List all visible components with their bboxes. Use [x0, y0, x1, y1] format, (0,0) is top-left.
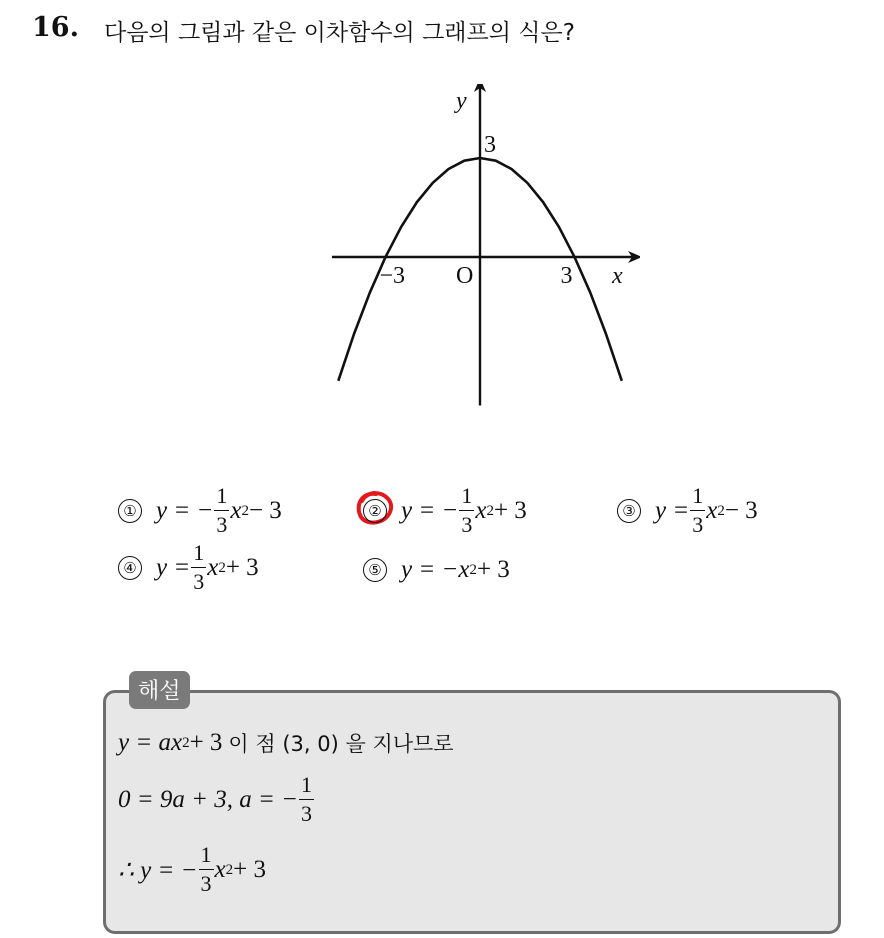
- solution-line-2-denominator: 3: [300, 801, 312, 826]
- solution-line-3-fraction: [199, 844, 214, 895]
- choice-5[interactable]: ⑤ y = −x 2 + 3: [363, 556, 510, 584]
- choice-1-denominator: 3: [216, 512, 228, 537]
- solution-line-2: [118, 774, 315, 825]
- origin-label: O: [456, 263, 474, 289]
- solution-tag: 해설: [129, 671, 190, 709]
- choice-4-fraction: [191, 542, 206, 593]
- choice-2-number: ②: [363, 499, 387, 523]
- choice-4-variable: x: [207, 553, 219, 581]
- choice-5-tail: + 3: [476, 556, 510, 583]
- solution-line-3-numerator: 1: [199, 844, 214, 870]
- choice-1-number: ①: [118, 499, 142, 523]
- y-axis-label: y: [456, 88, 467, 114]
- solution-line-3-variable: x: [214, 855, 226, 883]
- y-tick-label-3: 3: [484, 132, 496, 158]
- choice-4-number: ④: [118, 556, 142, 580]
- x-tick-label-neg3: −3: [379, 263, 406, 289]
- choice-2[interactable]: ② y = − $\frac{1}{3}$ x 2 + 3: [363, 485, 527, 536]
- solution-line-1: y = ax 2 + 3 이 점 (3, 0) 을 지나므로: [118, 729, 454, 756]
- solution-line-3: ∴ y = − $\frac{1}{3}$ x 2 + 3: [118, 842, 266, 896]
- choice-2-prefix: y = −: [401, 496, 459, 524]
- choice-3-prefix: y =: [655, 496, 690, 524]
- parabola-graph: [320, 84, 640, 418]
- choice-1-prefix: y = −: [156, 496, 214, 524]
- x-tick-label-3: 3: [560, 263, 573, 289]
- solution-line-3-math: ∴ y = −: [118, 856, 198, 884]
- choice-2-tail: + 3: [493, 496, 527, 524]
- question-text: 다음의 그림과 같은 이차함수의 그래프의 식은?: [104, 20, 575, 46]
- choice-1-variable: x: [230, 496, 242, 524]
- solution-line-2-math: 0 = 9a + 3, a = −: [118, 785, 298, 813]
- choice-5-prefix: y = −x: [401, 556, 470, 583]
- choice-5-number: ⑤: [363, 558, 387, 582]
- choice-1-tail: − 3: [248, 496, 282, 524]
- choice-2-fraction: [459, 485, 474, 536]
- choice-1[interactable]: ① y = − $\frac{1}{3}$ x 2 − 3: [118, 485, 282, 536]
- choice-4-tail: + 3: [225, 553, 259, 581]
- choice-3-denominator: 3: [692, 512, 704, 537]
- choice-3-variable: x: [706, 496, 718, 524]
- choice-3[interactable]: ③ y = $\frac{1}{3}$ x 2 − 3: [617, 485, 758, 536]
- choice-3-fraction: [690, 485, 705, 536]
- choice-2-variable: x: [475, 496, 487, 524]
- solution-line-1-rest: + 3: [189, 729, 223, 756]
- choice-1-numerator: 1: [214, 485, 229, 511]
- solution-line-1-text: 이 점 (3, 0) 을 지나므로: [228, 732, 454, 756]
- choice-3-tail: − 3: [724, 496, 758, 524]
- solution-line-3-tail: + 3: [233, 855, 266, 883]
- choice-1-fraction: [214, 485, 229, 536]
- choice-3-numerator: 1: [690, 485, 705, 511]
- question-number: 16.: [32, 12, 79, 43]
- x-axis-label: x: [612, 263, 623, 289]
- solution-line-2-numerator: 1: [299, 774, 314, 800]
- solution-line-1-math: y = ax: [118, 729, 183, 756]
- solution-line-3-denominator: 3: [200, 871, 212, 896]
- choice-2-denominator: 3: [461, 512, 473, 537]
- choice-3-number: ③: [617, 499, 641, 523]
- choice-2-numerator: 1: [459, 485, 474, 511]
- choice-4-prefix: y =: [156, 553, 191, 581]
- solution-line-2-fraction: [299, 774, 314, 825]
- choice-4[interactable]: ④ y = $\frac{1}{3}$ x 2 + 3: [118, 542, 259, 593]
- choice-4-denominator: 3: [193, 569, 205, 594]
- choice-4-numerator: 1: [191, 542, 206, 568]
- graph-labels: [380, 88, 624, 289]
